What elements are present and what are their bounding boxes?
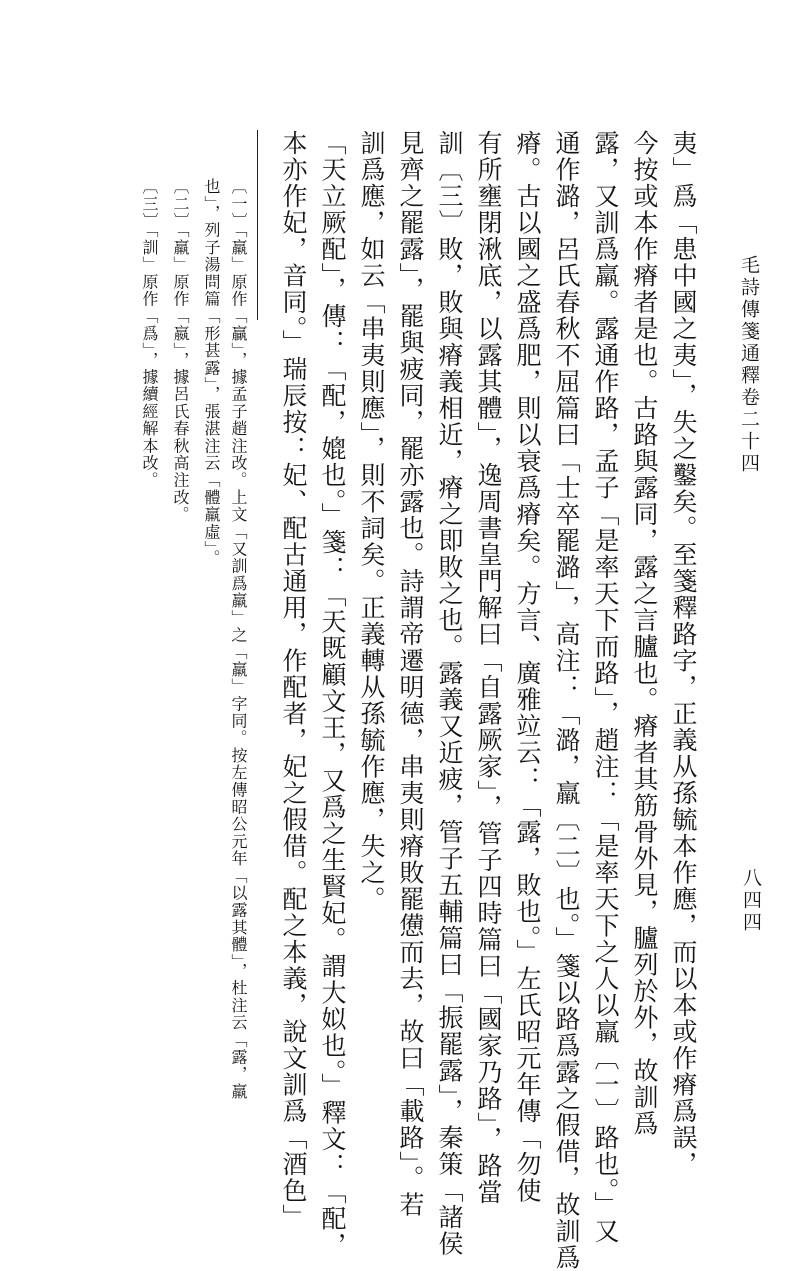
text-column: 通作潞，呂氏春秋不屈篇曰「士卒罷潞」，高注：「潞，羸〔二〕也。」箋以路爲露之假借，故訓爲 [552, 130, 581, 1271]
text-column: 今按或本作瘠者是也。古路與露同，露之言臚也。瘠者其筋骨外見，臚列於外，故訓爲 [630, 130, 659, 1137]
notes-divider [257, 130, 258, 320]
note-column: 〔二〕「羸」原作「嬴」，據呂氏春秋高注改。 [171, 178, 190, 524]
note-column: 〔三〕「訓」原作「爲」，據續經解本改。 [140, 178, 159, 489]
text-column: 露，又訓爲羸。露通作路，孟子「是率天下而路」，趙注：「是率天下之人以羸〔一〕路也。」又 [591, 130, 620, 1245]
text-column: 瘠。古以國之盛爲肥，則以衰爲瘠矣。方言、廣雅竝云：「露，敗也。」左氏昭元年傳「勿使 [513, 130, 542, 1204]
running-head: 毛詩傳箋通釋卷二十四 [738, 255, 760, 475]
text-column: 見齊之罷露」，罷與疲同，罷亦露也。詩謂帝遷明德，串夷則瘠敗罷憊而去，故曰「載路」。若 [396, 130, 425, 1218]
note-column: 也」，列子湯問篇「形甚露」，張湛注云「體羸虛」。 [202, 178, 221, 567]
text-column: 夷」爲「患中國之夷」，失之鑿矣。至箋釋路字，正義从孫毓本作應，而以本或作瘠爲誤， [669, 130, 698, 1178]
text-column: 本亦作妃，音同。」瑞辰按：妃、配古通用，作配者，妃之假借。配之本義，說文訓爲「酒色」 [279, 130, 308, 1231]
text-column: 訓〔三〕敗，敗與瘠義相近，瘠之即敗之也。露義又近疲，管子五輔篇曰「振罷露」，秦策「諸侯 [435, 130, 464, 1257]
note-column: 〔一〕「羸」原作「贏」，據孟子趙注改。上文「又訓爲羸」之「羸」字同。按左傳昭公元年「以露其體」，杜注云「露，羸 [229, 178, 248, 1100]
text-column: 訓爲應，如云「串夷則應」，則不詞矣。正義轉从孫毓作應，失之。 [357, 130, 386, 913]
page-number: 八四四 [740, 868, 762, 934]
text-column: 有所壅閉湫底，以露其體」，逸周書皇門解曰「自露厥家」，管子四時篇曰「國家乃路」，路當 [474, 130, 503, 1206]
text-column: 「天立厥配」，傳：「配，媲也。」箋：「天既顧文王，又爲之生賢妃。謂大姒也。」釋文：「配， [318, 130, 347, 1259]
